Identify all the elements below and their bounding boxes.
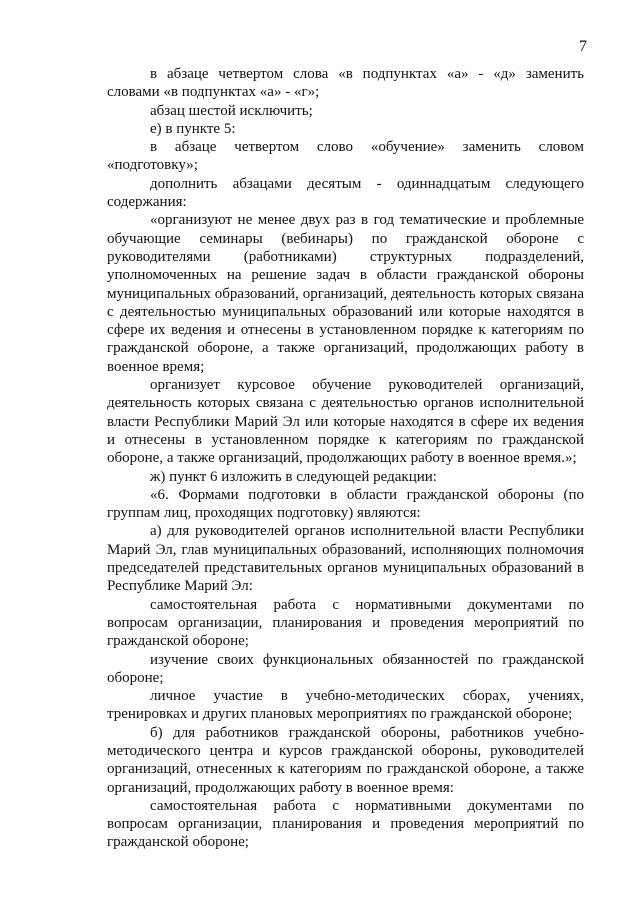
paragraph: личное участие в учебно-методических сборах, учениях, тренировках и других плановых мероприятиях по гражданской обороне; [107, 688, 584, 723]
paragraph: б) для работников гражданской обороны, работников учебно-методического центра и курсов гражданской обороны, руководителей организаций, отнесенных к категориям по гражданской обороне, а также организаций, продолжающих работу в военное время: [107, 724, 584, 796]
paragraph: организует курсовое обучение руководителей организаций, деятельность которых связана с деятельностью органов исполнительной власти Республики Марий Эл или которые находятся в сфере их ведения и отнесены в установленном порядке к категориям по гражданской обороне, а также организаций, продолжающих работу в военное время.»; [107, 377, 584, 467]
paragraph: в абзаце четвертом слово «обучение» заменить словом «подготовку»; [107, 139, 584, 174]
paragraph: ж) пункт 6 изложить в следующей редакции: [150, 468, 437, 485]
paragraph: изучение своих функциональных обязанностей по гражданской обороне; [107, 651, 584, 686]
paragraph: «организуют не менее двух раз в год тематические и проблемные обучающие семинары (вебинары) по гражданской обороне с руководителями (работниками) структурных подразделений, уполномоченных на решение задач в области гражданской обороны муниципальных образований, организаций, деятельность которых связана с деятельностью муниципальных образований или которые находятся в сфере их ведения и отнесены в установленном порядке к категориям по гражданской обороне, а также организаций, продолжающих работу в военное время; [107, 212, 584, 375]
page-number: 7 [579, 38, 587, 55]
document-body [107, 65, 584, 852]
paragraph: самостоятельная работа с нормативными документами по вопросам организации, планирования и проведения мероприятий по гражданской обороне; [107, 596, 584, 650]
paragraph: абзац шестой исключить; [150, 102, 313, 119]
paragraph: е) в пункте 5: [150, 120, 236, 137]
paragraph: дополнить абзацами десятым - одиннадцатым следующего содержания: [107, 175, 584, 211]
paragraph: самостоятельная работа с нормативными документами по вопросам организации, планирования и проведения мероприятий по гражданской обороне; [107, 797, 584, 851]
paragraph: а) для руководителей органов исполнительной власти Республики Марий Эл, глав муниципальных образований, исполняющих полномочия председателей представительных органов муниципальных образований в Республике Марий Эл: [107, 523, 584, 595]
paragraph: «6. Формами подготовки в области гражданской обороны (по группам лиц, проходящих подготовку) являются: [107, 486, 584, 522]
paragraph: в абзаце четвертом слова «в подпунктах «а» - «д» заменить словами «в подпунктах «а» - «г»; [107, 66, 584, 101]
